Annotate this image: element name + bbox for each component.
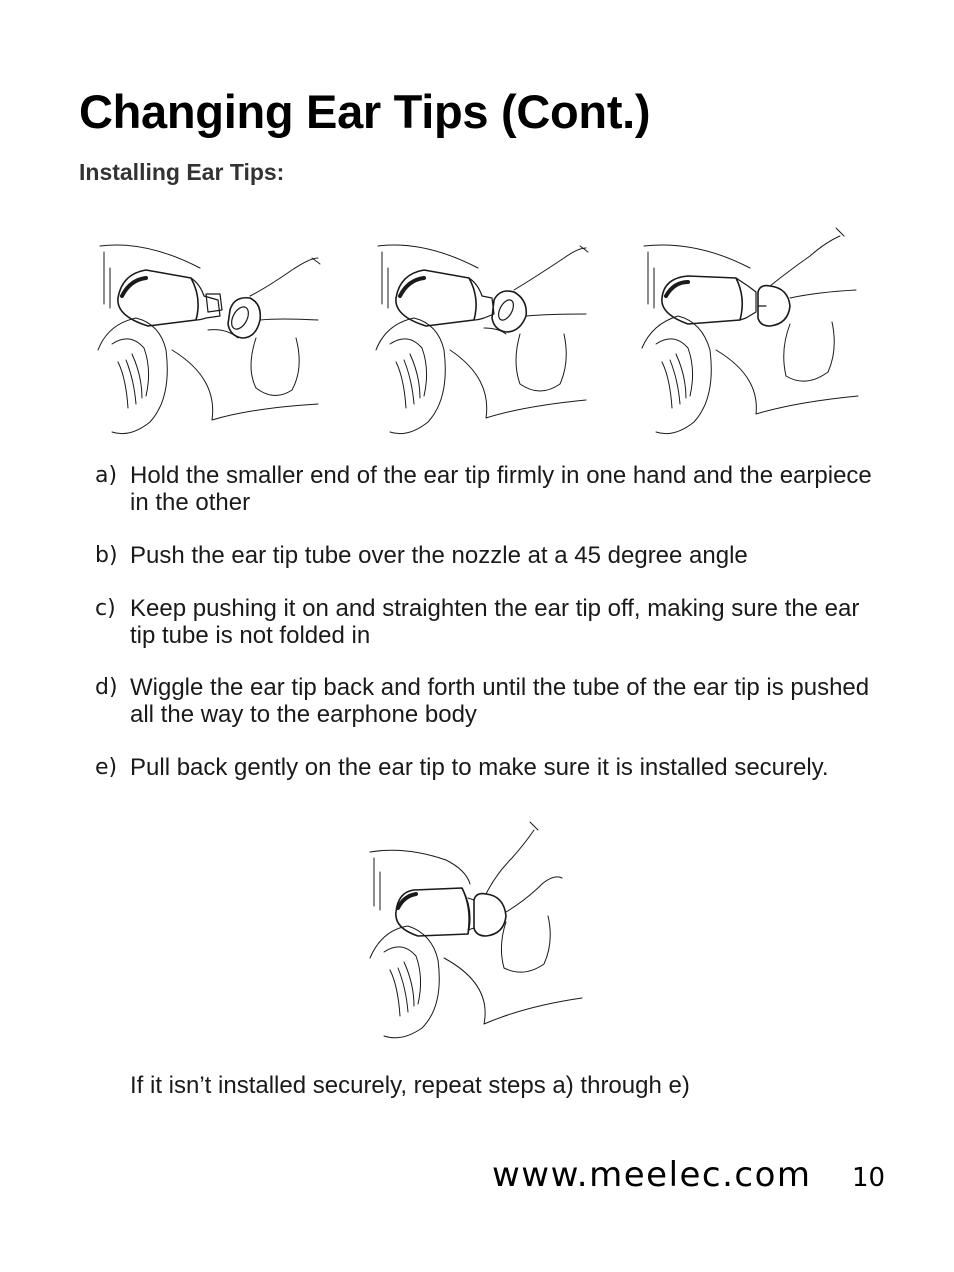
- step-d-letter: d): [95, 675, 118, 700]
- step-b-text: Push the ear tip tube over the nozzle at a 45 degree angle: [130, 542, 748, 569]
- step-c-letter: c): [95, 596, 116, 621]
- page-title: Changing Ear Tips (Cont.): [79, 85, 651, 138]
- step-a-letter: a): [95, 463, 118, 488]
- step-a: [95, 462, 875, 516]
- step-c: [95, 595, 875, 649]
- step-e-text: Pull back gently on the ear tip to make sure it is installed securely.: [130, 754, 829, 781]
- step-e-letter: e): [95, 755, 118, 780]
- step-d-text: Wiggle the ear tip back and forth until the tube of the ear tip is pushed all the way to the earphone body: [130, 674, 870, 728]
- illustration-step-a: [96, 238, 322, 440]
- step-d: [95, 674, 875, 728]
- step-c-text: Keep pushing it on and straighten the ear tip off, making sure the ear tip tube is not folded in: [130, 595, 860, 649]
- repeat-note: If it isn’t installed securely, repeat steps a) through e): [130, 1072, 690, 1099]
- website-link[interactable]: www.meelec.com: [492, 1155, 812, 1195]
- step-b: [95, 542, 875, 569]
- step-e: [95, 754, 875, 781]
- step-a-text: Hold the smaller end of the ear tip firmly in one hand and the earpiece in the other: [130, 462, 872, 516]
- step-b-letter: b): [95, 543, 118, 568]
- illustration-step-c: [640, 226, 866, 440]
- section-subtitle: Installing Ear Tips:: [79, 159, 285, 185]
- illustration-step-b: [374, 238, 594, 440]
- page-number: 10: [852, 1163, 886, 1193]
- illustration-step-e: [366, 818, 588, 1044]
